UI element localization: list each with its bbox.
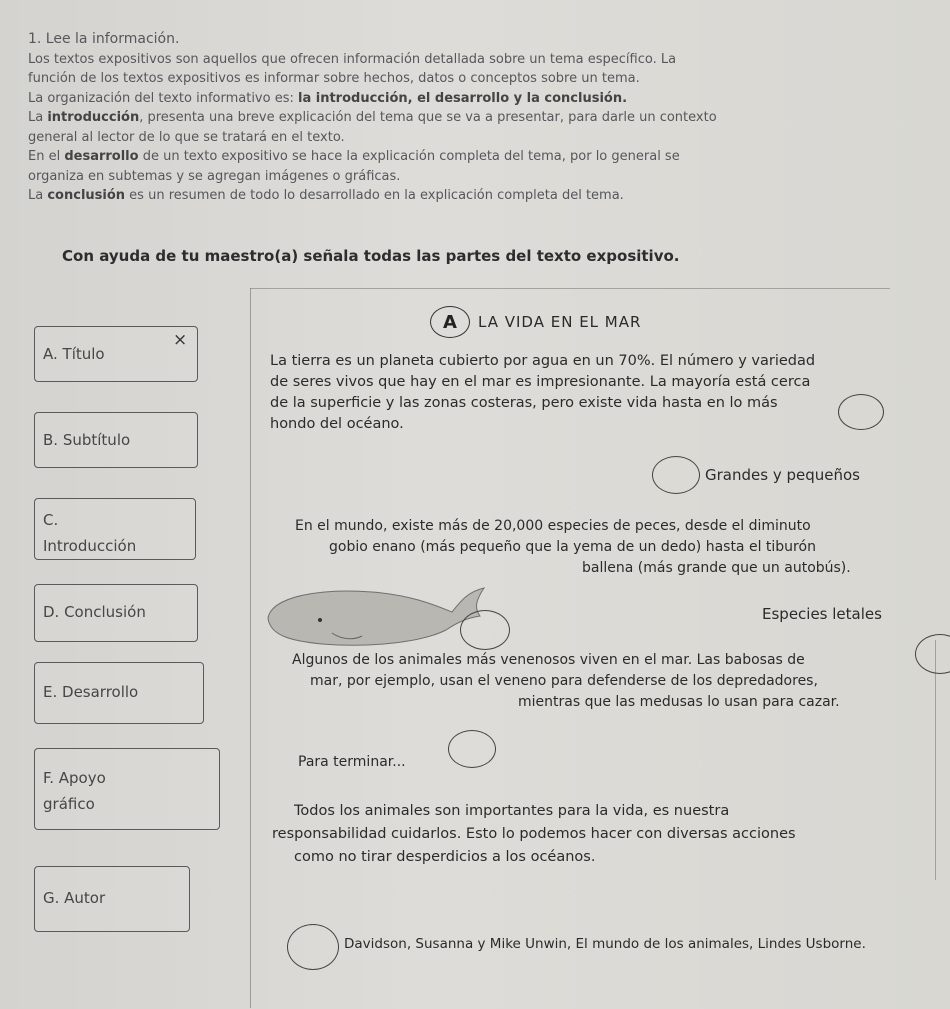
organization-bold: la introducción, el desarrollo y la conclusión. (298, 90, 628, 106)
label-box-conclusion[interactable] (34, 584, 198, 642)
paragraph2-line: mientras que las medusas lo usan para cazar. (518, 694, 840, 710)
development-line-2: organiza en subtemas y se agregan imágenes o gráficas. (28, 168, 401, 184)
development-rest: de un texto expositivo se hace la explicación completa del tema, por lo general se (138, 149, 680, 164)
closing-line: como no tirar desperdicios a los océanos. (294, 849, 596, 865)
development-prefix: En el (28, 149, 65, 164)
answer-circle-closing[interactable] (448, 730, 496, 768)
organization-prefix: La organización del texto informativo es: (28, 90, 298, 106)
label-box-subtitle[interactable] (34, 412, 198, 468)
introduction-line-2: general al lector de lo que se tratará en el texto. (28, 129, 345, 145)
label-subtitle-text: B. Subtítulo (43, 431, 131, 449)
article-author: Davidson, Susanna y Mike Unwin, El mundo de los animales, Lindes Usborne. (344, 936, 866, 952)
article-intro-line: de la superficie y las zonas costeras, pero existe vida hasta en lo más (270, 395, 778, 411)
paragraph1-line: En el mundo, existe más de 20,000 especies de peces, desde el diminuto (295, 518, 811, 534)
organization-line (28, 89, 928, 109)
closing-heading: Para terminar... (298, 754, 406, 770)
answer-circle-graphic[interactable] (460, 610, 510, 650)
article-intro-line: La tierra es un planeta cubierto por agua en un 70%. El número y variedad (270, 353, 816, 369)
conclusion-prefix: La (28, 188, 48, 203)
closing-line: responsabilidad cuidarlos. Esto lo podemos hacer con diversas acciones (272, 826, 796, 842)
article-introduction (270, 351, 815, 435)
label-author-text: G. Autor (43, 889, 106, 907)
article-paragraph-2 (292, 650, 840, 713)
paragraph1-line: gobio enano (más pequeño que la yema de un dedo) hasta el tiburón (329, 539, 816, 555)
label-introduction-text: C. Introducción (43, 511, 137, 555)
information-section (28, 30, 928, 206)
instruction-text: Con ayuda de tu maestro(a) señala todas las partes del texto expositivo. (62, 247, 680, 265)
introduction-prefix: La (28, 110, 48, 125)
conclusion-rest: es un resumen de todo lo desarrollado en la explicación completa del tema. (125, 188, 624, 203)
intro-line-2: función de los textos expositivos es informar sobre hechos, datos o conceptos sobre un tema. (28, 71, 640, 86)
label-title-text: A. Título (43, 345, 105, 363)
label-development-text: E. Desarrollo (43, 683, 139, 701)
article-left-edge (250, 288, 251, 1008)
article-right-edge (935, 640, 936, 880)
article-intro-line: de seres vivos que hay en el mar es impresionante. La mayoría está cerca (270, 374, 811, 390)
article-title: LA VIDA EN EL MAR (478, 313, 642, 331)
label-box-development[interactable] (34, 662, 204, 724)
article-subtitle-2: Especies letales (762, 605, 882, 623)
article-top-edge (250, 288, 890, 289)
article-subtitle-1: Grandes y pequeños (705, 466, 860, 484)
paragraph2-line: mar, por ejemplo, usan el veneno para defenderse de los depredadores, (310, 673, 818, 689)
paragraph2-line: Algunos de los animales más venenosos viven en el mar. Las babosas de (292, 652, 805, 668)
label-box-author[interactable] (34, 866, 190, 932)
article-intro-line: hondo del océano. (270, 416, 404, 432)
whale-illustration (262, 578, 492, 653)
development-line-1 (28, 147, 928, 167)
article-paragraph-1 (295, 516, 851, 579)
answer-circle-intro[interactable] (838, 394, 884, 430)
answer-circle-a[interactable]: A (430, 306, 470, 338)
introduction-rest: , presenta una breve explicación del tema que se va a presentar, para darle un contexto (139, 110, 717, 125)
answer-circle-author[interactable] (287, 924, 339, 970)
paragraph1-line: ballena (más grande que un autobús). (582, 560, 851, 576)
conclusion-bold: conclusión (47, 188, 126, 203)
closing-line: Todos los animales son importantes para la vida, es nuestra (294, 803, 730, 819)
answer-circle-subtitle2[interactable] (915, 634, 950, 674)
article-title-row (430, 306, 641, 338)
cross-mark-icon: × (173, 330, 188, 350)
article-closing-paragraph (272, 800, 796, 869)
intro-line-1: Los textos expositivos son aquellos que ofrecen información detallada sobre un tema específico. La (28, 51, 677, 67)
introduction-bold: introducción (47, 110, 140, 125)
section-heading: 1. Lee la información. (28, 31, 180, 47)
answer-circle-subtitle1[interactable] (652, 456, 700, 494)
introduction-line-1 (28, 108, 928, 128)
conclusion-line (28, 186, 928, 206)
label-conclusion-text: D. Conclusión (43, 603, 146, 621)
label-box-introduction[interactable] (34, 498, 196, 560)
label-box-graphic-support[interactable] (34, 748, 220, 830)
development-bold: desarrollo (64, 149, 139, 164)
label-graphic-text: F. Apoyo gráfico (43, 769, 106, 813)
